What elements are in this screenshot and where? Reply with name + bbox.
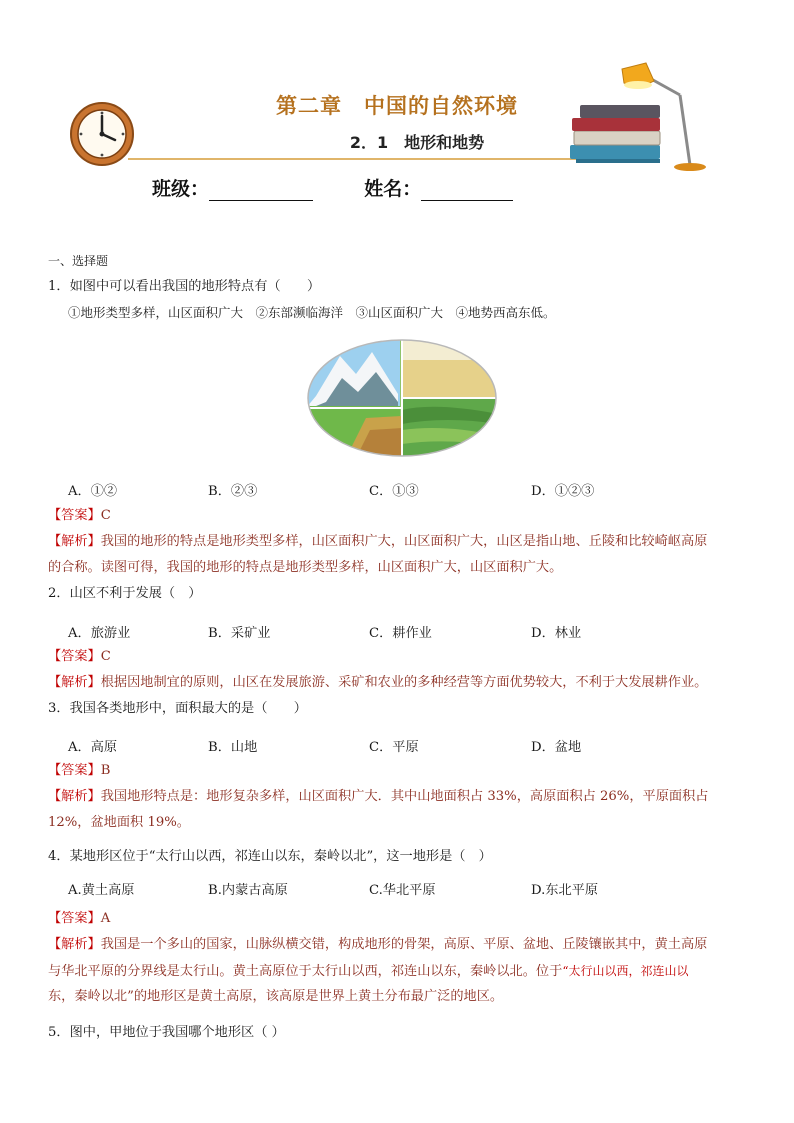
q4-stem: 4．某地形区位于“太行山以西，祁连山以东，秦岭以北”，这一地形是（ ） (48, 849, 492, 864)
q3-stem: 3．我国各类地形中，面积最大的是（ ） (48, 701, 307, 716)
q4-analysis-line-3: 东，秦岭以北”的地形区是黄土高原，该高原是世界上黄土分布最广泛的地区。 (48, 989, 504, 1004)
q3-analysis-line-1: 【解析】我国地形特点是：地形复杂多样，山区面积广大．其中山地面积占 33%，高原面积占 26%，平原面积占 (48, 789, 709, 804)
q4-analysis-line-1: 【解析】我国是一个多山的国家，山脉纵横交错，构成地形的骨架，高原、平原、盆地、丘陵镶嵌其中，黄土高原 (48, 937, 708, 952)
landform-illustration (306, 338, 498, 458)
header-divider (128, 158, 578, 160)
section-title: 2．1 地形和地势 (349, 133, 485, 152)
q3-option-b[interactable]: B．山地 (208, 740, 258, 755)
class-field[interactable] (209, 180, 313, 201)
q1-option-c[interactable]: C．①③ (369, 484, 419, 499)
section-heading: 一、选择题 (48, 254, 109, 268)
q5-stem: 5．图中，甲地位于我国哪个地形区（ ） (48, 1025, 285, 1040)
analysis-tag: 【解析】 (48, 534, 101, 549)
q1-analysis-line-1: 【解析】我国的地形的特点是地形类型多样，山区面积广大，山区面积广大，山区是指山地、丘陵和比较崎岖高原 (48, 534, 708, 549)
q1-stem: 1．如图中可以看出我国的地形特点有（ ） (48, 279, 321, 294)
q2-option-a[interactable]: A．旅游业 (68, 626, 131, 641)
q1-answer (48, 507, 111, 525)
q4-option-c[interactable]: C.华北平原 (369, 883, 436, 898)
class-label: 班级： (152, 178, 210, 200)
q2-analysis-line-1: 【解析】根据因地制宜的原则，山区在发展旅游、采矿和农业的多种经营等方面优势较大，不利于大发展耕作业。 (48, 675, 708, 690)
chapter-title: 第二章 中国的自然环境 (276, 94, 518, 118)
q3-option-a[interactable]: A．高原 (68, 740, 118, 755)
q1-statements: ①地形类型多样，山区面积广大 ②东部濒临海洋 ③山区面积广大 ④地势西高东低。 (68, 305, 556, 320)
q4-analysis-line-2: 与华北平原的分界线是太行山。黄土高原位于太行山以西，祁连山以东，秦岭以北。位于“太行山以西，祁连山以 (48, 964, 689, 979)
q1-option-d[interactable]: D．①②③ (531, 484, 595, 499)
answer-tag: 【答案】 (48, 508, 101, 523)
q3-option-c[interactable]: C．平原 (369, 740, 419, 755)
q2-option-c[interactable]: C．耕作业 (369, 626, 432, 641)
books-lamp-icon (562, 55, 712, 175)
q1-option-a[interactable]: A．①② (68, 484, 118, 499)
q1-analysis-line-2: 的合称。读图可得，我国的地形的特点是地形类型多样，山区面积广大，山区面积广大。 (48, 560, 563, 575)
q2-answer: 【答案】C (48, 649, 111, 664)
q3-analysis-line-2: 12%，盆地面积 19%。 (48, 815, 190, 830)
q2-option-d[interactable]: D．林业 (531, 626, 582, 641)
name-field[interactable] (421, 180, 513, 201)
q1-option-b[interactable]: B．②③ (208, 484, 258, 499)
q4-option-a[interactable]: A.黄土高原 (68, 883, 135, 898)
q4-option-d[interactable]: D.东北平原 (531, 883, 599, 898)
q2-option-b[interactable]: B．采矿业 (208, 626, 271, 641)
page-header (0, 0, 794, 220)
q2-stem: 2．山区不利于发展（ ） (48, 586, 202, 601)
answer-value: C (100, 508, 111, 523)
q4-option-b[interactable]: B.内蒙古高原 (208, 883, 288, 898)
q4-answer: 【答案】A (48, 911, 111, 926)
q3-answer: 【答案】B (48, 763, 111, 778)
name-label: 姓名： (364, 178, 422, 200)
q3-option-d[interactable]: D．盆地 (531, 740, 582, 755)
student-info-row (152, 174, 513, 201)
